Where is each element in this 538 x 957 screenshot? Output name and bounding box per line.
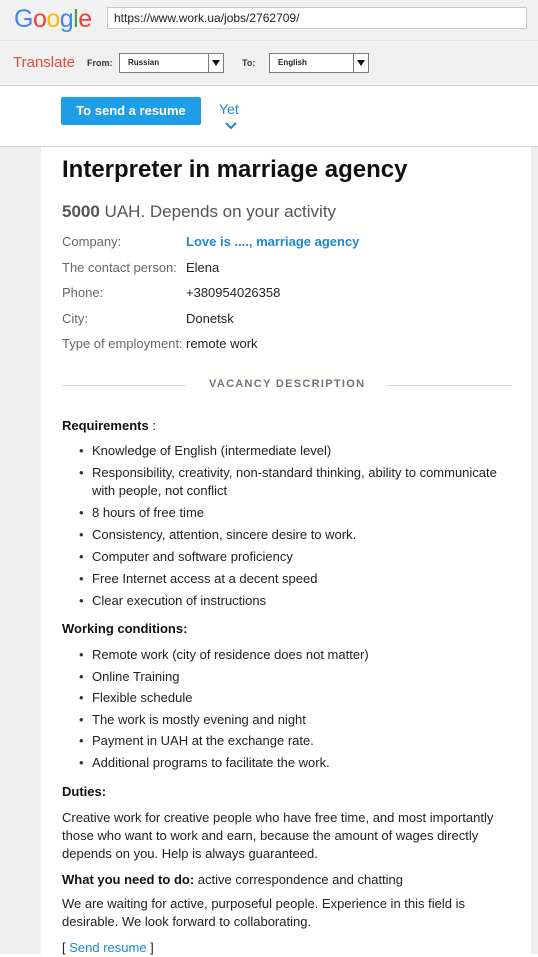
detail-value: +380954026358 xyxy=(186,285,281,300)
chevron-down-icon[interactable] xyxy=(225,122,237,130)
send-resume-link-row: [ Send resume ] xyxy=(62,940,154,955)
detail-key: Type of employment: xyxy=(62,336,183,351)
requirements-list xyxy=(79,442,504,610)
to-language-value: English xyxy=(278,58,307,67)
google-logo[interactable]: Google xyxy=(14,5,92,33)
list-item: • Remote work (city of residence does not matter) xyxy=(79,646,504,664)
list-item: • Consistency, attention, sincere desire to work. xyxy=(79,526,504,544)
duties-heading: Duties: xyxy=(62,784,107,799)
need-label: What you need to do: xyxy=(62,872,195,887)
from-language-select[interactable] xyxy=(119,53,224,73)
conditions-list xyxy=(79,646,504,772)
list-item: • Payment in UAH at the exchange rate. xyxy=(79,732,504,750)
detail-key: Phone: xyxy=(62,285,104,300)
salary-amount: 5000 xyxy=(62,202,100,221)
need-to-do xyxy=(62,871,502,889)
detail-key: City: xyxy=(62,311,88,326)
list-item: • Flexible schedule xyxy=(79,689,504,707)
company-link[interactable]: Love is ...., marriage agency xyxy=(186,234,360,249)
translate-label: Translate xyxy=(13,54,75,71)
google-toolbar xyxy=(0,0,538,41)
chevron-down-icon[interactable] xyxy=(353,54,368,72)
to-language-select[interactable] xyxy=(269,53,369,73)
detail-value: Elena xyxy=(186,260,220,275)
send-resume-link[interactable]: Send resume xyxy=(69,940,147,955)
description-heading: VACANCY DESCRIPTION xyxy=(209,378,366,390)
list-item: • Clear execution of instructions xyxy=(79,592,504,610)
from-label: From: xyxy=(87,58,113,68)
translate-bar xyxy=(0,41,538,86)
requirements-heading: Requirements : xyxy=(62,418,156,433)
duties-text: Creative work for creative people who have free time, and most importantly those who want to work and earn, because the amount of wages directly depends on you. Help is always guaranteed. xyxy=(62,810,494,861)
list-item: • Free Internet access at a decent speed xyxy=(79,570,504,588)
list-item: • Responsibility, creativity, non-standard thinking, ability to communicate with people, not conflict xyxy=(79,464,504,500)
right-gutter xyxy=(531,147,538,954)
section-divider xyxy=(62,378,512,390)
list-item: • Online Training xyxy=(79,668,504,686)
from-language-value: Russian xyxy=(128,58,160,67)
send-resume-button[interactable]: To send a resume xyxy=(61,97,201,125)
left-gutter xyxy=(0,147,41,954)
detail-key: Company: xyxy=(62,234,122,249)
list-item: • 8 hours of free time xyxy=(79,504,504,522)
salary-text: UAH. Depends on your activity xyxy=(99,202,337,221)
closing-text: We are waiting for active, purposeful people. Experience in this field is desirable. We look forward to collaborating. xyxy=(62,896,465,929)
detail-value: remote work xyxy=(186,336,258,351)
url-field[interactable]: https://www.work.ua/jobs/2762709/ xyxy=(107,7,527,29)
detail-key: The contact person: xyxy=(62,260,177,275)
list-item: • The work is mostly evening and night xyxy=(79,711,504,729)
conditions-heading: Working conditions: xyxy=(62,621,188,636)
action-bar xyxy=(0,86,538,147)
list-item: • Additional programs to facilitate the work. xyxy=(79,754,504,772)
detail-value: Donetsk xyxy=(186,311,234,326)
need-text: active correspondence and chatting xyxy=(194,872,404,887)
yet-menu-label[interactable]: Yet xyxy=(219,101,239,117)
job-title: Interpreter in marriage agency xyxy=(62,156,408,183)
chevron-down-icon[interactable] xyxy=(208,54,223,72)
list-item: • Computer and software proficiency xyxy=(79,548,504,566)
to-label: To: xyxy=(242,58,256,68)
salary xyxy=(62,202,336,222)
list-item: • Knowledge of English (intermediate level) xyxy=(79,442,504,460)
